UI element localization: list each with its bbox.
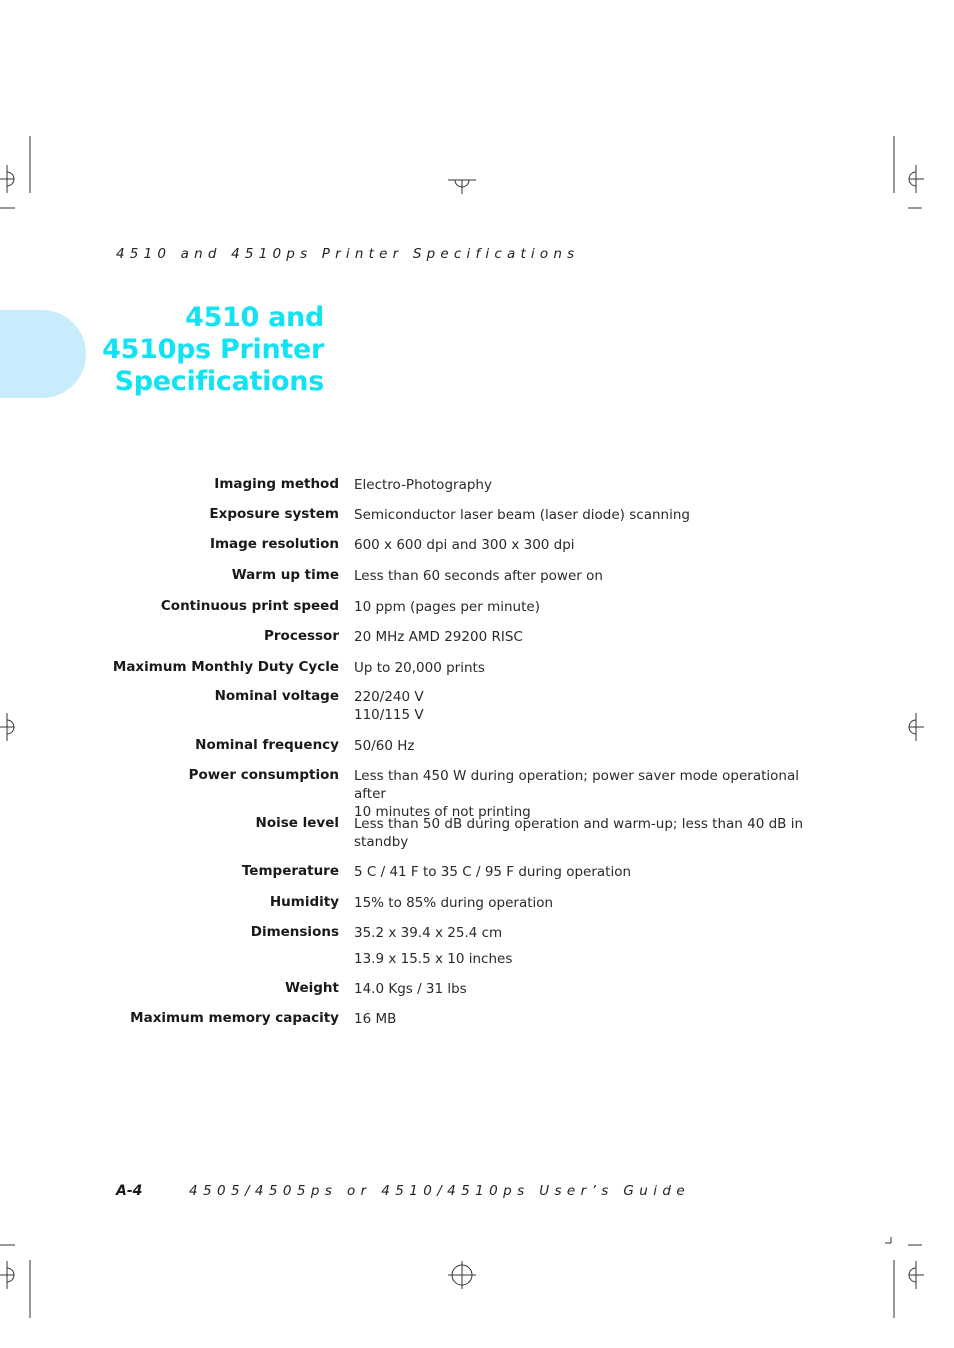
spec-row xyxy=(0,688,954,723)
spec-row xyxy=(0,598,954,618)
spec-value-line: 35.2 x 39.4 x 25.4 cm xyxy=(354,925,503,941)
spec-value-line: 13.9 x 15.5 x 10 inches xyxy=(354,951,513,967)
spec-value-line: Up to 20,000 prints xyxy=(354,660,485,676)
spec-value-line: 16 MB xyxy=(354,1011,397,1027)
spec-value-line: 5 C / 41 F to 35 C / 95 F during operation xyxy=(354,864,632,880)
spec-row xyxy=(0,815,954,850)
spec-value-line: standby xyxy=(354,834,409,850)
spec-label: Imaging method xyxy=(214,476,339,492)
spec-value-line: 600 x 600 dpi and 300 x 300 dpi xyxy=(354,537,575,553)
spec-row xyxy=(0,628,954,648)
spec-row xyxy=(0,476,954,496)
spec-value-line: 220/240 V xyxy=(354,689,424,705)
spec-value xyxy=(354,688,804,724)
spec-value xyxy=(354,737,804,755)
spec-value-line: Semiconductor laser beam (laser diode) scanning xyxy=(354,507,690,523)
spec-row xyxy=(0,767,954,820)
title-line-1: 4510 and xyxy=(185,302,324,333)
spec-label: Exposure system xyxy=(209,506,339,522)
title-line-2: 4510ps Printer xyxy=(102,334,324,365)
spec-row xyxy=(0,980,954,1000)
footer-guide-title: 4505/4505ps or 4510/4510ps User’s Guide xyxy=(189,1183,691,1199)
spec-label: Warm up time xyxy=(231,567,339,583)
spec-row xyxy=(0,737,954,757)
spec-value-line: 15% to 85% during operation xyxy=(354,895,554,911)
spec-label: Dimensions xyxy=(250,924,339,940)
spec-value xyxy=(354,536,804,554)
spec-value xyxy=(354,598,804,616)
spec-label: Temperature xyxy=(241,863,339,879)
spec-value-line: 14.0 Kgs / 31 lbs xyxy=(354,981,467,997)
spec-value xyxy=(354,476,804,494)
spec-value xyxy=(354,628,804,646)
spec-value-line: Less than 50 dB during operation and warm-up; less than 40 dB in xyxy=(354,816,804,832)
spec-value-line: 20 MHz AMD 29200 RISC xyxy=(354,629,523,645)
spec-label: Maximum Monthly Duty Cycle xyxy=(112,659,339,675)
spec-label: Image resolution xyxy=(209,536,339,552)
chapter-tab xyxy=(0,310,86,398)
spec-value-line: Electro-Photography xyxy=(354,477,492,493)
spec-label: Noise level xyxy=(255,815,339,831)
spec-value xyxy=(354,567,804,585)
spec-value xyxy=(354,767,804,821)
footer-page-number: A-4 xyxy=(116,1183,143,1199)
spec-value xyxy=(354,815,804,851)
running-head: 4510 and 4510ps Printer Specifications xyxy=(116,246,580,262)
spec-value-line: 10 minutes of not printing xyxy=(354,804,531,820)
spec-row xyxy=(0,894,954,914)
spec-label: Processor xyxy=(264,628,339,644)
spec-row xyxy=(0,950,954,970)
spec-label: Nominal frequency xyxy=(195,737,339,753)
spec-value xyxy=(354,506,804,524)
spec-label: Continuous print speed xyxy=(160,598,339,614)
spec-row xyxy=(0,506,954,526)
spec-value-line: 110/115 V xyxy=(354,707,424,723)
spec-row xyxy=(0,863,954,883)
spec-label: Humidity xyxy=(269,894,339,910)
page-title xyxy=(100,302,324,398)
spec-label: Weight xyxy=(285,980,339,996)
spec-label: Nominal voltage xyxy=(214,688,339,704)
spec-value xyxy=(354,924,804,942)
spec-value-line: Less than 60 seconds after power on xyxy=(354,568,603,584)
spec-value xyxy=(354,980,804,998)
spec-value-line: Less than 450 W during operation; power saver mode operational after xyxy=(354,768,799,802)
spec-value xyxy=(354,659,804,677)
spec-value xyxy=(354,863,804,881)
spec-row xyxy=(0,924,954,944)
spec-value-line: 10 ppm (pages per minute) xyxy=(354,599,540,615)
spec-value xyxy=(354,894,804,912)
spec-value-line: 50/60 Hz xyxy=(354,738,415,754)
spec-value xyxy=(354,1010,804,1028)
spec-row xyxy=(0,567,954,587)
spec-label: Maximum memory capacity xyxy=(130,1010,339,1026)
spec-row xyxy=(0,659,954,679)
spec-value xyxy=(354,950,804,968)
spec-label: Power consumption xyxy=(188,767,339,783)
spec-row xyxy=(0,536,954,556)
spec-row xyxy=(0,1010,954,1030)
title-line-3: Specifications xyxy=(114,366,324,397)
